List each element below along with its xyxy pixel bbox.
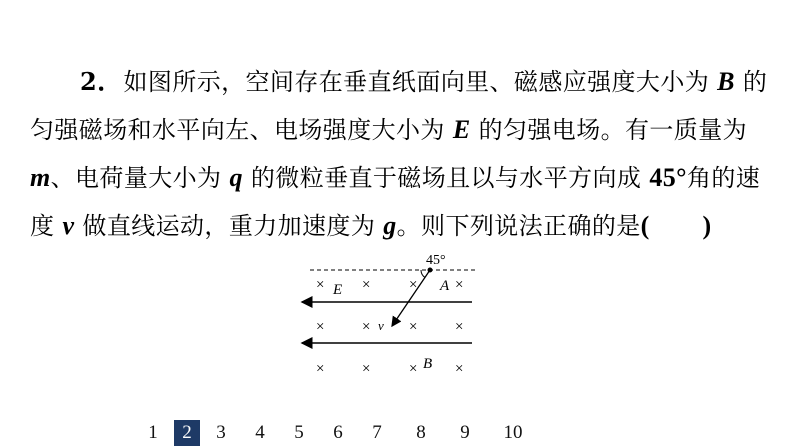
variable-q: q — [229, 163, 243, 192]
magnetic-field-cross: × — [409, 361, 418, 377]
magnetic-field-cross: × — [316, 277, 325, 293]
question-number-sep: ． — [97, 67, 124, 96]
question-segment: 的匀强电场。有一质量为 — [470, 116, 748, 144]
page-link-1[interactable]: 1 — [148, 422, 158, 443]
question-text — [30, 58, 770, 250]
question-number: 2 — [80, 67, 98, 96]
angle-arc — [421, 270, 425, 278]
page-link-6[interactable]: 6 — [333, 422, 343, 443]
label-B: B — [423, 356, 433, 372]
answer-parentheses: ( ) — [640, 211, 712, 240]
magnetic-field-cross: × — [455, 277, 464, 293]
variable-B: B — [717, 67, 735, 96]
question-segment: 的微粒垂直于磁场且以与水平方向成 — [242, 164, 650, 192]
variable-m: m — [30, 163, 51, 192]
magnetic-field-cross: × — [362, 319, 371, 335]
label-E: E — [333, 282, 343, 298]
magnetic-field-cross: × — [316, 361, 325, 377]
angle-value: 45° — [649, 163, 687, 192]
page-link-3[interactable]: 3 — [216, 422, 226, 443]
page-link-4[interactable]: 4 — [255, 422, 265, 443]
particle-dot — [428, 268, 433, 273]
page-link-5[interactable]: 5 — [294, 422, 304, 443]
question-segment: 的匀强磁场和水平向左、电场强度大小为 — [30, 68, 768, 144]
page-link-2-current[interactable]: 2 — [174, 420, 200, 446]
label-A: A — [440, 278, 450, 294]
question-segment: 做直线运动，重力加速度为 — [74, 212, 384, 240]
variable-E: E — [452, 115, 471, 144]
magnetic-field-cross: × — [409, 319, 418, 335]
variable-v: v — [62, 211, 75, 240]
variable-g: g — [383, 211, 397, 240]
page-link-8[interactable]: 8 — [416, 422, 426, 443]
magnetic-field-cross: × — [409, 277, 418, 293]
question-segment: 、电荷量大小为 — [50, 164, 230, 192]
question-segment: 角的速度 — [30, 164, 761, 240]
magnetic-field-cross: × — [455, 319, 464, 335]
label-v: v — [378, 318, 384, 333]
question-segment: 如图所示，空间存在垂直纸面向里、磁感应强度大小为 — [123, 68, 718, 96]
page-navigation — [140, 420, 530, 446]
page-link-9[interactable]: 9 — [460, 422, 470, 443]
magnetic-field-cross: × — [362, 361, 371, 377]
angle-label: 45° — [426, 253, 446, 268]
magnetic-field-cross: × — [316, 319, 325, 335]
magnetic-field-cross: × — [362, 277, 371, 293]
magnetic-field-cross: × — [455, 361, 464, 377]
page-link-7[interactable]: 7 — [372, 422, 382, 443]
question-segment: 。则下列说法正确的是 — [396, 212, 641, 240]
page-link-10[interactable]: 10 — [503, 422, 523, 443]
field-diagram — [300, 250, 490, 390]
